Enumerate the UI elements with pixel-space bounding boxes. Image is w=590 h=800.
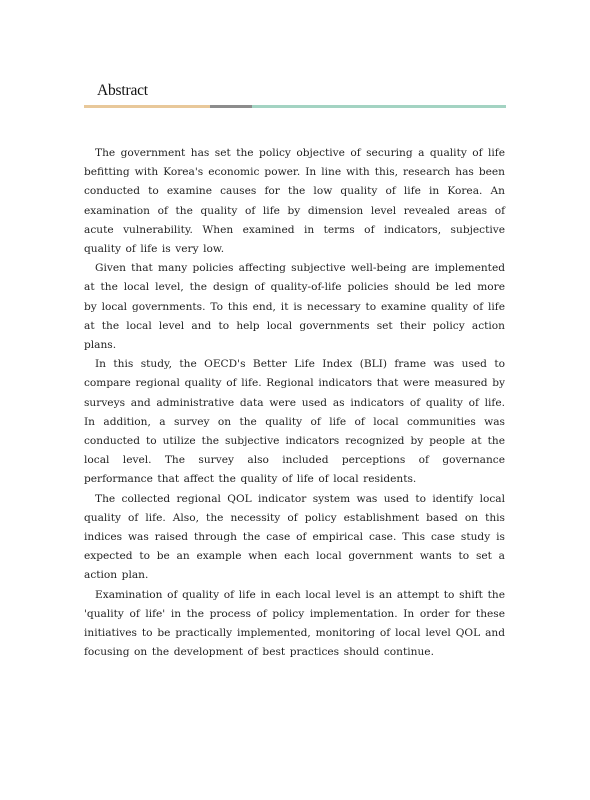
paragraph: Examination of quality of life in each local level is an attempt to shift the 'quality of life' in the process of policy implementation. In order for these initiatives to be practically implemented, monitoring of local level QOL and focusing on the development of best practices should continue. <box>84 588 505 659</box>
paragraph: The government has set the policy objective of securing a quality of life befitting with Korea's economic power. In line with this, research has been conducted to examine causes for the low quality of life in Korea. An examination of the quality of life by dimension level revealed areas of acute vulnerability. When examined in terms of indicators, subjective quality of life is very low. <box>84 147 505 256</box>
section-heading: Abstract <box>97 82 148 99</box>
abstract-body <box>84 144 505 662</box>
paragraph: Given that many policies affecting subjective well-being are implemented at the local level, the design of quality-of-life policies should be led more by local governments. To this end, it is necessary to examine quality of life at the local level and to help local governments set their policy action plans. <box>84 262 505 352</box>
paragraph: The collected regional QOL indicator system was used to identify local quality of life. Also, the necessity of policy establishment based on this indices was raised through the case of empirical case. This case study is expected to be an example when each local government wants to set a action plan. <box>84 492 505 582</box>
rule-segment-gray <box>210 105 252 108</box>
paragraph: In this study, the OECD's Better Life Index (BLI) frame was used to compare regional quality of life. Regional indicators that were measured by surveys and administrative data were used as indicators of quality of life. In addition, a survey on the quality of life of local communities was conducted to utilize the subjective indicators recognized by people at the local level. The survey also included perceptions of governance performance that affect the quality of life of local residents. <box>84 358 505 486</box>
heading-rule <box>84 105 506 108</box>
rule-segment-mint <box>252 105 506 108</box>
rule-segment-tan <box>84 105 210 108</box>
